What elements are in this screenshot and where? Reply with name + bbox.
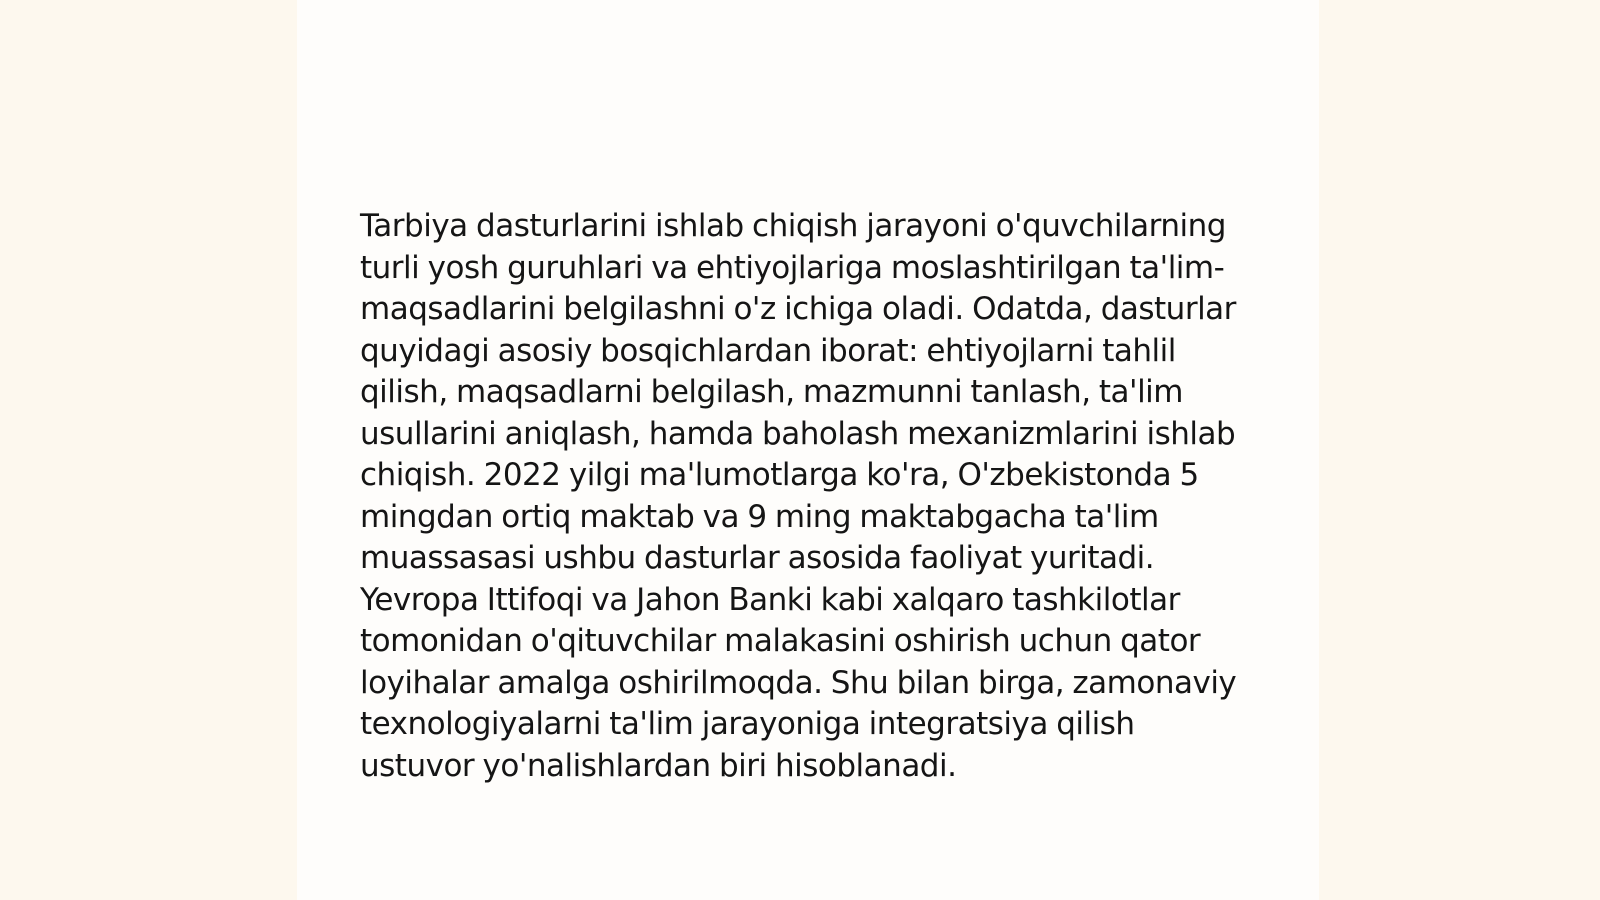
body-paragraph: Tarbiya dasturlarini ishlab chiqish jarayoni o'quvchilarning turli yosh guruhlari va ehtiyojlariga moslashtirilgan ta'lim-maqsadlarini belgilashni o'z ichiga oladi. Odatda, dasturlar quyidagi asosiy bosqichlardan iborat: ehtiyojlarni tahlil qilish, maqsadlarni belgilash, mazmunni tanlash, ta'lim usullarini aniqlash, hamda baholash mexanizmlarini ishlab chiqish. 2022 yilgi ma'lumotlarga ko'ra, O'zbekistonda 5 mingdan ortiq maktab va 9 ming maktabgacha ta'lim muassasasi ushbu dasturlar asosida faoliyat yuritadi. Yevropa Ittifoqi va Jahon Banki kabi xalqaro tashkilotlar tomonidan o'qituvchilar malakasini oshirish uchun qator loyihalar amalga oshirilmoqda. Shu bilan birga, zamonaviy texnologiyalarni ta'lim jarayoniga integratsiya qilish ustuvor yo'nalishlardan biri hisoblanadi. bbox=[360, 208, 1237, 784]
document-page bbox=[297, 0, 1319, 900]
